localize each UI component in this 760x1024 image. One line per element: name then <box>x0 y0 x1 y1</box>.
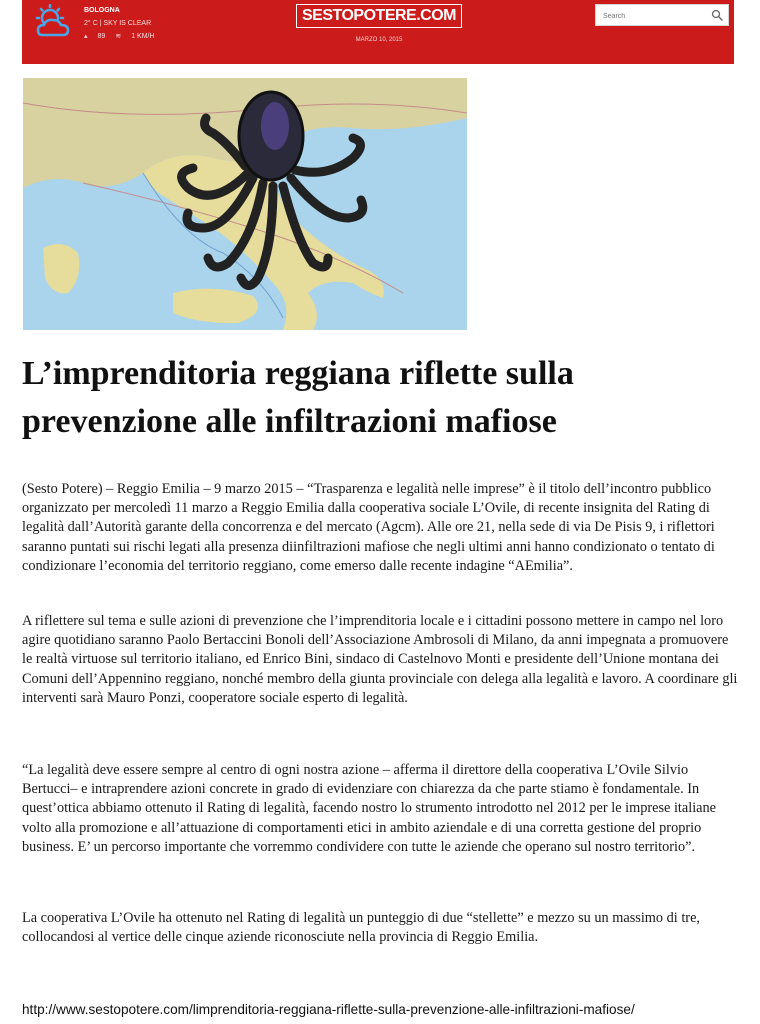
partly-cloudy-icon <box>32 4 76 40</box>
site-header <box>22 0 734 64</box>
header-date: MARZO 10, 2015 <box>355 37 403 43</box>
wind-icon: ≋ <box>115 33 122 40</box>
article-title: L’imprenditoria reggiana riflette sulla prevenzione alle infiltrazioni mafiose <box>22 355 574 440</box>
weather-humidity: 89 <box>97 33 106 40</box>
article-paragraph: A riflettere sul tema e sulle azioni di prevenzione che l’imprenditoria locale e i cittadini possono mettere in campo nel loro agire quotidiano saranno Paolo Bertaccini Bonoli dell’Associazione Ambrosoli di Milano, da anni impegnata a promuovere le realtà virtuose sul territorio italiano, ed Enrico Bini, sindaco di Castelnovo Monti e presidente dell’Unione montana dei Comuni dell’Appennino reggiano, nonché membro della giunta provinciale con delega alla legalità e lavoro. A coordinare gli interventi sarà Mauro Ponzi, cooperatore sociale esperto di legalità. <box>22 613 738 706</box>
weather-condition: 2° C | SKY IS CLEAR <box>84 20 152 27</box>
search-box <box>595 4 729 26</box>
weather-wind: 1 KM/H <box>131 33 155 40</box>
source-url[interactable]: http://www.sestopotere.com/limprenditoria-reggiana-riflette-sulla-prevenzione-alle-infiltrazioni-mafiose/ <box>22 1002 635 1017</box>
search-icon[interactable] <box>711 9 723 21</box>
article-paragraph: La cooperativa L’Ovile ha ottenuto nel Rating di legalità un punteggio di due “stellette” e mezzo su un massimo di tre, collocandosi al vertice delle cinque aziende riconosciute nella provincia di Reggio Emilia. <box>22 910 700 946</box>
humidity-icon: ▴ <box>84 33 88 40</box>
article-paragraph: (Sesto Potere) – Reggio Emilia – 9 marzo 2015 – “Trasparenza e legalità nelle imprese” è il titolo dell’incontro pubblico organizzato per mercoledì 11 marzo a Reggio Emilia dalla cooperativa sociale L’Ovile, di recente insignita del Rating di legalità dall’Autorità garante della concorrenza e del mercato (Agcm). Alle ore 21, nella sede di via De Pisis 9, i riflettori saranno puntati sui rischi legati alla presenza diinfiltrazioni mafiose che negli ultimi anni hanno condizionato o tentato di condizionare l’economia del territorio reggiano, come emerso dalle recente indagine “AEmilia”. <box>22 481 715 574</box>
article-paragraph: “La legalità deve essere sempre al centro di ogni nostra azione – afferma il direttore della cooperativa L’Ovile Silvio Bertucci– e intraprendere azioni concrete in grado di evidenziare con chiarezza da che parte stiamo è fondamentale. In quest’ottica abbiamo ottenuto il Rating di legalità, facendo nostro lo strumento introdotto nel 2012 per le imprese italiane volto alla promozione e all’attuazione di comportamenti etici in ambito aziendale e di una corretta gestione del proprio business. E’ un percorso importante che vorremmo condividere con tutte le aziende che operano sul nostro territorio”. <box>22 762 717 855</box>
weather-widget <box>84 4 155 43</box>
site-logo[interactable]: SESTOPOTERE.COM <box>296 4 462 28</box>
article-hero-image <box>23 78 467 330</box>
weather-city: BOLOGNA <box>84 7 120 14</box>
search-input[interactable] <box>601 7 705 27</box>
